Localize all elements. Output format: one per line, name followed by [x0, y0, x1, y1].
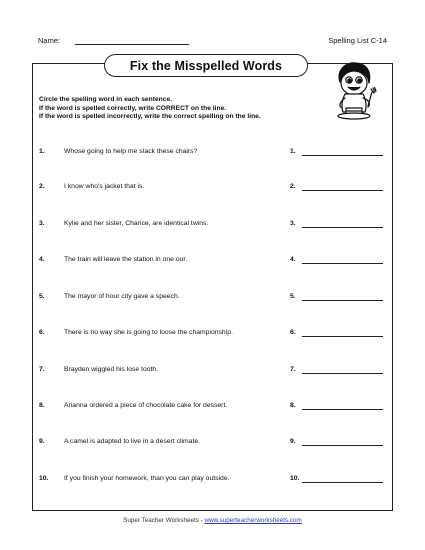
- question-sentence: I know who's jacket that is.: [64, 183, 145, 190]
- name-line[interactable]: [75, 44, 189, 45]
- footer: [0, 517, 425, 524]
- question-number: 1.: [39, 148, 45, 155]
- answer-number: 3.: [290, 220, 296, 227]
- answer-line[interactable]: [302, 336, 383, 337]
- question-number: 5.: [39, 293, 45, 300]
- answer-number: 7.: [290, 366, 296, 373]
- instruction-line-2: If the word is spelled correctly, write CORRECT on the line.: [39, 104, 227, 112]
- answer-line[interactable]: [302, 227, 383, 228]
- question-sentence: Whose going to help me stack these chairs?: [64, 148, 198, 155]
- question-number: 9.: [39, 438, 45, 445]
- name-label: Name:: [38, 36, 61, 45]
- answer-line[interactable]: [302, 263, 383, 264]
- footer-separator: -: [198, 517, 205, 524]
- answer-line[interactable]: [302, 190, 383, 191]
- answer-line[interactable]: [302, 482, 383, 483]
- answer-line[interactable]: [302, 445, 383, 446]
- answer-number: 8.: [290, 402, 296, 409]
- question-sentence: The mayor of hour city gave a speech.: [64, 293, 180, 300]
- question-number: 7.: [39, 366, 45, 373]
- question-number: 3.: [39, 220, 45, 227]
- worksheet-title: Fix the Misspelled Words: [129, 58, 283, 73]
- question-number: 4.: [39, 256, 45, 263]
- answer-number: 4.: [290, 256, 296, 263]
- question-sentence: A camel is adapted to live in a desert climate.: [64, 438, 201, 445]
- title-box: [104, 54, 308, 77]
- question-sentence: Arianna ordered a piece of chocolate cake for dessert.: [64, 402, 228, 409]
- spelling-list-label: Spelling List C-14: [328, 36, 387, 45]
- answer-line[interactable]: [302, 373, 383, 374]
- answer-number: 5.: [290, 293, 296, 300]
- question-number: 10.: [39, 475, 49, 482]
- question-number: 2.: [39, 183, 45, 190]
- question-sentence: Brayden wiggled his lose tooth.: [64, 366, 159, 373]
- answer-number: 2.: [290, 183, 296, 190]
- footer-brand: Super Teacher Worksheets: [123, 517, 199, 524]
- question-number: 8.: [39, 402, 45, 409]
- answer-number: 10.: [290, 475, 300, 482]
- answer-line[interactable]: [302, 409, 383, 410]
- question-sentence: There is no way she is going to loose the championship.: [64, 329, 233, 336]
- answer-line[interactable]: [302, 155, 383, 156]
- instruction-line-3: If the word is spelled incorrectly, write the correct spelling on the line.: [39, 113, 261, 121]
- instructions: [39, 96, 339, 122]
- question-sentence: The train will leave the station in one our.: [64, 256, 188, 263]
- answer-number: 9.: [290, 438, 296, 445]
- instruction-line-1: Circle the spelling word in each sentence.: [39, 96, 173, 103]
- question-sentence: Kylie and her sister, Charice, are identical twins.: [64, 220, 209, 227]
- question-number: 6.: [39, 329, 45, 336]
- question-sentence: If you finish your homework, than you can play outside.: [64, 475, 230, 482]
- answer-number: 6.: [290, 329, 296, 336]
- answer-number: 1.: [290, 148, 296, 155]
- answer-line[interactable]: [302, 300, 383, 301]
- footer-link[interactable]: www.superteacherworksheets.com: [204, 517, 302, 524]
